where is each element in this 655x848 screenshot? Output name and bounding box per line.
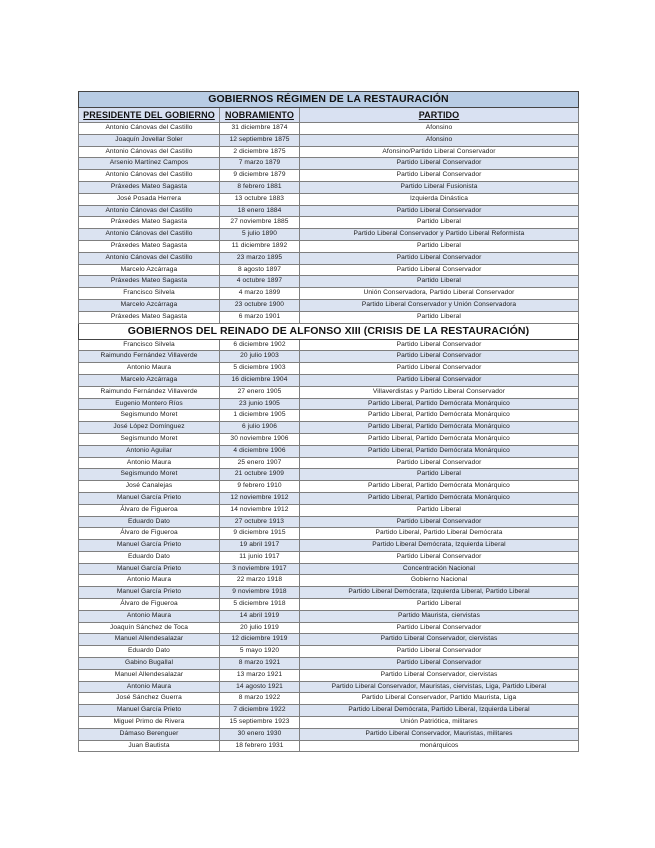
cell-president: Antonio Cánovas del Castillo bbox=[79, 205, 220, 217]
cell-party: Partido Liberal Demócrata, Izquierda Liberal, Partido Liberal bbox=[300, 587, 579, 599]
cell-president: Manuel García Prieto bbox=[79, 587, 220, 599]
cell-president: Antonio Maura bbox=[79, 457, 220, 469]
table-row bbox=[79, 445, 579, 457]
cell-president: Manuel García Prieto bbox=[79, 492, 220, 504]
table-row bbox=[79, 386, 579, 398]
cell-president: Eduardo Dato bbox=[79, 551, 220, 563]
cell-appointment-date: 16 diciembre 1904 bbox=[220, 374, 300, 386]
cell-party: Partido Liberal, Partido Demócrata Monárquico bbox=[300, 445, 579, 457]
cell-appointment-date: 20 julio 1903 bbox=[220, 351, 300, 363]
table-row bbox=[79, 681, 579, 693]
cell-appointment-date: 6 diciembre 1902 bbox=[220, 339, 300, 351]
government-table-sheet bbox=[78, 91, 578, 752]
table-row bbox=[79, 252, 579, 264]
cell-appointment-date: 14 agosto 1921 bbox=[220, 681, 300, 693]
cell-president: José Sánchez Guerra bbox=[79, 693, 220, 705]
cell-appointment-date: 4 diciembre 1906 bbox=[220, 445, 300, 457]
cell-party: Partido Liberal, Partido Demócrata Monárquico bbox=[300, 398, 579, 410]
cell-president: Práxedes Mateo Sagasta bbox=[79, 217, 220, 229]
cell-appointment-date: 19 abril 1917 bbox=[220, 540, 300, 552]
section-title: GOBIERNOS DEL REINADO DE ALFONSO XIII (CRISIS DE LA RESTAURACIÓN) bbox=[79, 323, 579, 339]
cell-president: Antonio Maura bbox=[79, 363, 220, 375]
table-row bbox=[79, 170, 579, 182]
cell-president: Miguel Primo de Rivera bbox=[79, 717, 220, 729]
cell-party: Partido Liberal Conservador y Unión Conservadora bbox=[300, 299, 579, 311]
cell-appointment-date: 21 octubre 1909 bbox=[220, 469, 300, 481]
cell-appointment-date: 27 enero 1905 bbox=[220, 386, 300, 398]
cell-party: Unión Conservadora, Partido Liberal Conservador bbox=[300, 288, 579, 300]
table-row bbox=[79, 288, 579, 300]
cell-president: Eduardo Dato bbox=[79, 646, 220, 658]
cell-party: Partido Liberal bbox=[300, 599, 579, 611]
cell-appointment-date: 9 noviembre 1918 bbox=[220, 587, 300, 599]
table-row bbox=[79, 410, 579, 422]
cell-party: Partido Liberal Conservador bbox=[300, 658, 579, 670]
cell-party: Unión Patriótica, militares bbox=[300, 717, 579, 729]
cell-appointment-date: 7 diciembre 1922 bbox=[220, 705, 300, 717]
cell-president: Álvaro de Figueroa bbox=[79, 504, 220, 516]
table-row bbox=[79, 134, 579, 146]
cell-party: Partido Liberal Conservador bbox=[300, 646, 579, 658]
cell-president: Gabino Bugallal bbox=[79, 658, 220, 670]
cell-president: José López Domínguez bbox=[79, 422, 220, 434]
cell-president: Práxedes Mateo Sagasta bbox=[79, 181, 220, 193]
table-body bbox=[79, 92, 579, 752]
table-row bbox=[79, 634, 579, 646]
cell-president: Práxedes Mateo Sagasta bbox=[79, 240, 220, 252]
table-row bbox=[79, 181, 579, 193]
table-row bbox=[79, 646, 579, 658]
cell-president: Joaquín Jovellar Soler bbox=[79, 134, 220, 146]
table-row bbox=[79, 728, 579, 740]
cell-party: Partido Liberal Conservador y Partido Liberal Reformista bbox=[300, 229, 579, 241]
header-party: PARTIDO bbox=[300, 108, 579, 123]
table-row bbox=[79, 587, 579, 599]
cell-president: Manuel García Prieto bbox=[79, 540, 220, 552]
cell-party: Partido Liberal bbox=[300, 504, 579, 516]
cell-party: Partido Liberal Conservador bbox=[300, 622, 579, 634]
cell-party: Partido Liberal Conservador bbox=[300, 374, 579, 386]
cell-president: Manuel García Prieto bbox=[79, 705, 220, 717]
cell-president: Antonio Cánovas del Castillo bbox=[79, 252, 220, 264]
cell-appointment-date: 22 marzo 1918 bbox=[220, 575, 300, 587]
cell-appointment-date: 9 diciembre 1879 bbox=[220, 170, 300, 182]
cell-party: Partido Liberal Conservador bbox=[300, 170, 579, 182]
cell-president: Marcelo Azcárraga bbox=[79, 264, 220, 276]
cell-appointment-date: 6 julio 1906 bbox=[220, 422, 300, 434]
cell-appointment-date: 8 marzo 1921 bbox=[220, 658, 300, 670]
cell-president: Joaquín Sánchez de Toca bbox=[79, 622, 220, 634]
cell-president: Manuel Allendesalazar bbox=[79, 634, 220, 646]
cell-president: José Canalejas bbox=[79, 481, 220, 493]
cell-appointment-date: 23 marzo 1895 bbox=[220, 252, 300, 264]
cell-president: Eduardo Dato bbox=[79, 516, 220, 528]
cell-appointment-date: 9 diciembre 1915 bbox=[220, 528, 300, 540]
cell-appointment-date: 27 octubre 1913 bbox=[220, 516, 300, 528]
governments-table bbox=[78, 91, 579, 752]
table-row bbox=[79, 622, 579, 634]
cell-party: Gobierno Nacional bbox=[300, 575, 579, 587]
cell-party: Partido Liberal Conservador bbox=[300, 339, 579, 351]
cell-appointment-date: 11 diciembre 1892 bbox=[220, 240, 300, 252]
table-row bbox=[79, 433, 579, 445]
table-row bbox=[79, 351, 579, 363]
table-row bbox=[79, 504, 579, 516]
cell-party: Izquierda Dinástica bbox=[300, 193, 579, 205]
table-row bbox=[79, 146, 579, 158]
cell-appointment-date: 13 marzo 1921 bbox=[220, 669, 300, 681]
cell-party: Partido Liberal Conservador bbox=[300, 264, 579, 276]
cell-party: Partido Liberal Conservador, Partido Maurista, Liga bbox=[300, 693, 579, 705]
cell-appointment-date: 5 julio 1890 bbox=[220, 229, 300, 241]
column-header-row bbox=[79, 108, 579, 123]
header-appointment: NOBRAMIENTO bbox=[220, 108, 300, 123]
cell-president: Manuel Allendesalazar bbox=[79, 669, 220, 681]
cell-appointment-date: 2 diciembre 1875 bbox=[220, 146, 300, 158]
cell-president: Raimundo Fernández Villaverde bbox=[79, 386, 220, 398]
cell-appointment-date: 20 julio 1919 bbox=[220, 622, 300, 634]
table-row bbox=[79, 575, 579, 587]
table-row bbox=[79, 469, 579, 481]
cell-president: Segismundo Moret bbox=[79, 433, 220, 445]
cell-party: Partido Liberal Conservador, Mauristas, militares bbox=[300, 728, 579, 740]
cell-party: Partido Liberal Conservador bbox=[300, 457, 579, 469]
cell-president: José Posada Herrera bbox=[79, 193, 220, 205]
cell-party: Partido Liberal Conservador bbox=[300, 551, 579, 563]
cell-president: Marcelo Azcárraga bbox=[79, 299, 220, 311]
cell-president: Dámaso Berenguer bbox=[79, 728, 220, 740]
cell-party: Partido Liberal, Partido Demócrata Monárquico bbox=[300, 433, 579, 445]
cell-appointment-date: 3 noviembre 1917 bbox=[220, 563, 300, 575]
table-row bbox=[79, 217, 579, 229]
cell-party: Partido Liberal Conservador bbox=[300, 351, 579, 363]
cell-president: Antonio Cánovas del Castillo bbox=[79, 170, 220, 182]
cell-president: Segismundo Moret bbox=[79, 410, 220, 422]
table-row bbox=[79, 229, 579, 241]
table-row bbox=[79, 610, 579, 622]
cell-president: Práxedes Mateo Sagasta bbox=[79, 276, 220, 288]
table-row bbox=[79, 398, 579, 410]
cell-party: Afonsino bbox=[300, 134, 579, 146]
table-row bbox=[79, 658, 579, 670]
cell-appointment-date: 14 abril 1919 bbox=[220, 610, 300, 622]
cell-party: Partido Liberal bbox=[300, 276, 579, 288]
table-row bbox=[79, 717, 579, 729]
cell-appointment-date: 8 febrero 1881 bbox=[220, 181, 300, 193]
cell-president: Manuel García Prieto bbox=[79, 563, 220, 575]
cell-party: Partido Liberal Conservador bbox=[300, 205, 579, 217]
cell-appointment-date: 30 noviembre 1906 bbox=[220, 433, 300, 445]
cell-president: Antonio Cánovas del Castillo bbox=[79, 229, 220, 241]
cell-appointment-date: 11 junio 1917 bbox=[220, 551, 300, 563]
table-title: GOBIERNOS RÉGIMEN DE LA RESTAURACIÓN bbox=[79, 92, 579, 108]
table-row bbox=[79, 422, 579, 434]
cell-party: Partido Liberal, Partido Demócrata Monárquico bbox=[300, 481, 579, 493]
cell-appointment-date: 4 marzo 1899 bbox=[220, 288, 300, 300]
table-row bbox=[79, 311, 579, 323]
cell-appointment-date: 7 marzo 1879 bbox=[220, 158, 300, 170]
cell-appointment-date: 27 noviembre 1885 bbox=[220, 217, 300, 229]
cell-president: Álvaro de Figueroa bbox=[79, 528, 220, 540]
cell-party: Partido Liberal Conservador bbox=[300, 516, 579, 528]
cell-party: Partido Liberal Conservador bbox=[300, 363, 579, 375]
cell-party: Partido Liberal Demócrata, Izquierda Liberal bbox=[300, 540, 579, 552]
table-row bbox=[79, 374, 579, 386]
table-row bbox=[79, 705, 579, 717]
cell-party: Partido Liberal, Partido Demócrata Monárquico bbox=[300, 410, 579, 422]
table-row bbox=[79, 516, 579, 528]
table-row bbox=[79, 299, 579, 311]
table-row bbox=[79, 740, 579, 752]
cell-president: Juan Bautista bbox=[79, 740, 220, 752]
table-title-row bbox=[79, 92, 579, 108]
cell-party: Partido Liberal bbox=[300, 217, 579, 229]
cell-party: Partido Liberal bbox=[300, 311, 579, 323]
table-row bbox=[79, 205, 579, 217]
cell-appointment-date: 8 agosto 1897 bbox=[220, 264, 300, 276]
cell-president: Antonio Maura bbox=[79, 681, 220, 693]
table-row bbox=[79, 264, 579, 276]
cell-party: Partido Liberal Conservador, Mauristas, ciervistas, Liga, Partido Liberal bbox=[300, 681, 579, 693]
table-row bbox=[79, 123, 579, 135]
cell-party: monárquicos bbox=[300, 740, 579, 752]
table-row bbox=[79, 551, 579, 563]
table-row bbox=[79, 492, 579, 504]
table-row bbox=[79, 563, 579, 575]
table-row bbox=[79, 528, 579, 540]
cell-appointment-date: 13 octubre 1883 bbox=[220, 193, 300, 205]
cell-party: Partido Liberal bbox=[300, 469, 579, 481]
cell-appointment-date: 6 marzo 1901 bbox=[220, 311, 300, 323]
table-row bbox=[79, 363, 579, 375]
cell-appointment-date: 23 junio 1905 bbox=[220, 398, 300, 410]
cell-appointment-date: 23 octubre 1900 bbox=[220, 299, 300, 311]
cell-party: Partido Liberal Conservador bbox=[300, 252, 579, 264]
table-row bbox=[79, 599, 579, 611]
cell-party: Concentración Nacional bbox=[300, 563, 579, 575]
cell-president: Raimundo Fernández Villaverde bbox=[79, 351, 220, 363]
cell-president: Antonio Cánovas del Castillo bbox=[79, 123, 220, 135]
cell-president: Antonio Maura bbox=[79, 575, 220, 587]
table-row bbox=[79, 193, 579, 205]
cell-party: Afonsino/Partido Liberal Conservador bbox=[300, 146, 579, 158]
cell-president: Antonio Cánovas del Castillo bbox=[79, 146, 220, 158]
cell-president: Álvaro de Figueroa bbox=[79, 599, 220, 611]
cell-appointment-date: 12 diciembre 1919 bbox=[220, 634, 300, 646]
cell-appointment-date: 9 febrero 1910 bbox=[220, 481, 300, 493]
cell-president: Segismundo Moret bbox=[79, 469, 220, 481]
cell-appointment-date: 14 noviembre 1912 bbox=[220, 504, 300, 516]
cell-party: Villaverdistas y Partido Liberal Conservador bbox=[300, 386, 579, 398]
cell-appointment-date: 8 marzo 1922 bbox=[220, 693, 300, 705]
cell-party: Partido Maurista, ciervistas bbox=[300, 610, 579, 622]
cell-appointment-date: 12 septiembre 1875 bbox=[220, 134, 300, 146]
cell-president: Antonio Maura bbox=[79, 610, 220, 622]
section-title-row bbox=[79, 323, 579, 339]
cell-appointment-date: 18 enero 1884 bbox=[220, 205, 300, 217]
cell-president: Francisco Silvela bbox=[79, 288, 220, 300]
cell-president: Arsenio Martínez Campos bbox=[79, 158, 220, 170]
cell-president: Práxedes Mateo Sagasta bbox=[79, 311, 220, 323]
cell-party: Partido Liberal Conservador, ciervistas bbox=[300, 634, 579, 646]
table-row bbox=[79, 481, 579, 493]
cell-appointment-date: 1 diciembre 1905 bbox=[220, 410, 300, 422]
cell-appointment-date: 5 diciembre 1903 bbox=[220, 363, 300, 375]
cell-appointment-date: 18 febrero 1931 bbox=[220, 740, 300, 752]
table-row bbox=[79, 457, 579, 469]
cell-party: Partido Liberal bbox=[300, 240, 579, 252]
cell-appointment-date: 30 enero 1930 bbox=[220, 728, 300, 740]
cell-president: Francisco Silvela bbox=[79, 339, 220, 351]
cell-party: Partido Liberal, Partido Demócrata Monárquico bbox=[300, 492, 579, 504]
cell-president: Eugenio Montero Ríos bbox=[79, 398, 220, 410]
table-row bbox=[79, 339, 579, 351]
cell-party: Partido Liberal, Partido Demócrata Monárquico bbox=[300, 422, 579, 434]
cell-president: Antonio Aguilar bbox=[79, 445, 220, 457]
cell-party: Partido Liberal, Partido Liberal Demócrata bbox=[300, 528, 579, 540]
cell-party: Partido Liberal Demócrata, Partido Liberal, Izquierda Liberal bbox=[300, 705, 579, 717]
cell-appointment-date: 12 noviembre 1912 bbox=[220, 492, 300, 504]
header-president: PRESIDENTE DEL GOBIERNO bbox=[79, 108, 220, 123]
cell-appointment-date: 4 octubre 1897 bbox=[220, 276, 300, 288]
cell-party: Afonsino bbox=[300, 123, 579, 135]
table-row bbox=[79, 669, 579, 681]
cell-appointment-date: 25 enero 1907 bbox=[220, 457, 300, 469]
table-row bbox=[79, 240, 579, 252]
cell-appointment-date: 31 diciembre 1874 bbox=[220, 123, 300, 135]
cell-party: Partido Liberal Fusionista bbox=[300, 181, 579, 193]
cell-president: Marcelo Azcárraga bbox=[79, 374, 220, 386]
cell-appointment-date: 5 mayo 1920 bbox=[220, 646, 300, 658]
cell-party: Partido Liberal Conservador, ciervistas bbox=[300, 669, 579, 681]
table-row bbox=[79, 693, 579, 705]
table-row bbox=[79, 540, 579, 552]
table-row bbox=[79, 158, 579, 170]
cell-appointment-date: 5 diciembre 1918 bbox=[220, 599, 300, 611]
table-row bbox=[79, 276, 579, 288]
cell-party: Partido Liberal Conservador bbox=[300, 158, 579, 170]
cell-appointment-date: 15 septiembre 1923 bbox=[220, 717, 300, 729]
